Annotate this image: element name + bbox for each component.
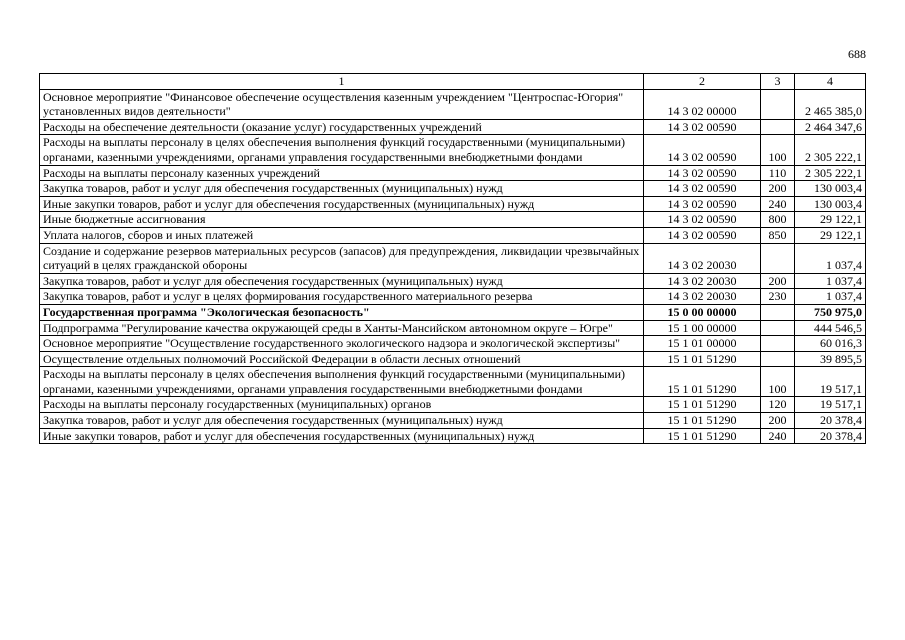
- row-code: 15 1 01 51290: [644, 413, 761, 429]
- row-description: Осуществление отдельных полномочий Российской Федерации в области лесных отношений: [40, 351, 644, 367]
- table-row: [40, 397, 866, 413]
- row-description: Расходы на выплаты персоналу казенных учреждений: [40, 165, 644, 181]
- row-amount: 2 305 222,1: [795, 165, 866, 181]
- row-code: 15 1 00 00000: [644, 320, 761, 336]
- row-code: 14 3 02 20030: [644, 289, 761, 305]
- row-expense-type: 200: [761, 181, 795, 197]
- row-amount: 2 305 222,1: [795, 135, 866, 165]
- table-row: [40, 304, 866, 320]
- row-description: Основное мероприятие "Финансовое обеспечение осуществления казенным учреждением "Центроспас-Югория" установленных видов деятельности": [40, 89, 644, 119]
- row-expense-type: 240: [761, 196, 795, 212]
- row-description: Расходы на выплаты персоналу в целях обеспечения выполнения функций государственными (муниципальными) органами, казенными учреждениями, органами управления государственными внебюджетными фондами: [40, 367, 644, 397]
- row-expense-type: [761, 320, 795, 336]
- row-code: 14 3 02 00590: [644, 212, 761, 228]
- row-amount: 1 037,4: [795, 289, 866, 305]
- page-number: 688: [848, 47, 866, 61]
- row-expense-type: 100: [761, 135, 795, 165]
- table-row: [40, 135, 866, 165]
- table-row: [40, 413, 866, 429]
- row-description: Расходы на выплаты персоналу государственных (муниципальных) органов: [40, 397, 644, 413]
- row-expense-type: 240: [761, 428, 795, 444]
- row-description: Закупка товаров, работ и услуг в целях формирования государственного материального резерва: [40, 289, 644, 305]
- row-expense-type: 200: [761, 273, 795, 289]
- row-amount: 2 465 385,0: [795, 89, 866, 119]
- row-description: Закупка товаров, работ и услуг для обеспечения государственных (муниципальных) нужд: [40, 181, 644, 197]
- row-amount: 1 037,4: [795, 273, 866, 289]
- row-amount: 130 003,4: [795, 196, 866, 212]
- table-row: [40, 227, 866, 243]
- row-expense-type: [761, 351, 795, 367]
- row-amount: 20 378,4: [795, 428, 866, 444]
- row-expense-type: [761, 304, 795, 320]
- row-description: Иные бюджетные ассигнования: [40, 212, 644, 228]
- table-row: [40, 351, 866, 367]
- row-amount: 750 975,0: [795, 304, 866, 320]
- header-col-3: 3: [761, 74, 795, 90]
- row-expense-type: 120: [761, 397, 795, 413]
- row-description: Закупка товаров, работ и услуг для обеспечения государственных (муниципальных) нужд: [40, 413, 644, 429]
- table-row: [40, 320, 866, 336]
- row-code: 14 3 02 00590: [644, 119, 761, 135]
- row-expense-type: 850: [761, 227, 795, 243]
- table-row: [40, 367, 866, 397]
- row-expense-type: [761, 119, 795, 135]
- table-row: [40, 289, 866, 305]
- row-amount: 2 464 347,6: [795, 119, 866, 135]
- table-row: [40, 243, 866, 273]
- row-amount: 444 546,5: [795, 320, 866, 336]
- row-expense-type: [761, 243, 795, 273]
- row-amount: 19 517,1: [795, 367, 866, 397]
- table-row: [40, 428, 866, 444]
- row-expense-type: 200: [761, 413, 795, 429]
- row-description: Иные закупки товаров, работ и услуг для обеспечения государственных (муниципальных) нужд: [40, 196, 644, 212]
- row-description: Иные закупки товаров, работ и услуг для обеспечения государственных (муниципальных) нужд: [40, 428, 644, 444]
- row-code: 14 3 02 00590: [644, 196, 761, 212]
- row-code: 15 1 01 51290: [644, 397, 761, 413]
- row-description: Расходы на обеспечение деятельности (оказание услуг) государственных учреждений: [40, 119, 644, 135]
- row-expense-type: 100: [761, 367, 795, 397]
- table-row: [40, 89, 866, 119]
- row-expense-type: 230: [761, 289, 795, 305]
- row-code: 15 1 01 51290: [644, 351, 761, 367]
- row-expense-type: 110: [761, 165, 795, 181]
- header-col-4: 4: [795, 74, 866, 90]
- row-expense-type: 800: [761, 212, 795, 228]
- table-row: [40, 181, 866, 197]
- row-amount: 130 003,4: [795, 181, 866, 197]
- row-description: Основное мероприятие "Осуществление государственного экологического надзора и экологической экспертизы": [40, 336, 644, 352]
- row-amount: 29 122,1: [795, 212, 866, 228]
- row-code: 14 3 02 20030: [644, 273, 761, 289]
- row-amount: 20 378,4: [795, 413, 866, 429]
- row-expense-type: [761, 89, 795, 119]
- row-description: Расходы на выплаты персоналу в целях обеспечения выполнения функций государственными (муниципальными) органами, казенными учреждениями, органами управления государственными внебюджетными фондами: [40, 135, 644, 165]
- table-row: [40, 336, 866, 352]
- row-code: 15 1 01 51290: [644, 428, 761, 444]
- table-body: [40, 89, 866, 444]
- row-description: Уплата налогов, сборов и иных платежей: [40, 227, 644, 243]
- row-code: 14 3 02 00590: [644, 135, 761, 165]
- table-row: [40, 119, 866, 135]
- row-code: 14 3 02 00590: [644, 227, 761, 243]
- row-code: 14 3 02 20030: [644, 243, 761, 273]
- header-col-2: 2: [644, 74, 761, 90]
- row-description: Государственная программа "Экологическая безопасность": [40, 304, 644, 320]
- row-expense-type: [761, 336, 795, 352]
- row-code: 15 0 00 00000: [644, 304, 761, 320]
- row-code: 15 1 01 00000: [644, 336, 761, 352]
- table-header-row: [40, 74, 866, 90]
- table-row: [40, 196, 866, 212]
- header-col-1: 1: [40, 74, 644, 90]
- row-code: 14 3 02 00590: [644, 181, 761, 197]
- row-amount: 39 895,5: [795, 351, 866, 367]
- row-description: Закупка товаров, работ и услуг для обеспечения государственных (муниципальных) нужд: [40, 273, 644, 289]
- row-code: 14 3 02 00590: [644, 165, 761, 181]
- row-description: Подпрограмма "Регулирование качества окружающей среды в Ханты-Мансийском автономном округе – Югре": [40, 320, 644, 336]
- row-amount: 29 122,1: [795, 227, 866, 243]
- row-amount: 60 016,3: [795, 336, 866, 352]
- row-description: Создание и содержание резервов материальных ресурсов (запасов) для предупреждения, ликвидации чрезвычайных ситуаций в целях гражданской обороны: [40, 243, 644, 273]
- table-row: [40, 165, 866, 181]
- row-amount: 1 037,4: [795, 243, 866, 273]
- row-code: 15 1 01 51290: [644, 367, 761, 397]
- table-row: [40, 212, 866, 228]
- row-amount: 19 517,1: [795, 397, 866, 413]
- row-code: 14 3 02 00000: [644, 89, 761, 119]
- budget-table: [39, 73, 866, 444]
- table-row: [40, 273, 866, 289]
